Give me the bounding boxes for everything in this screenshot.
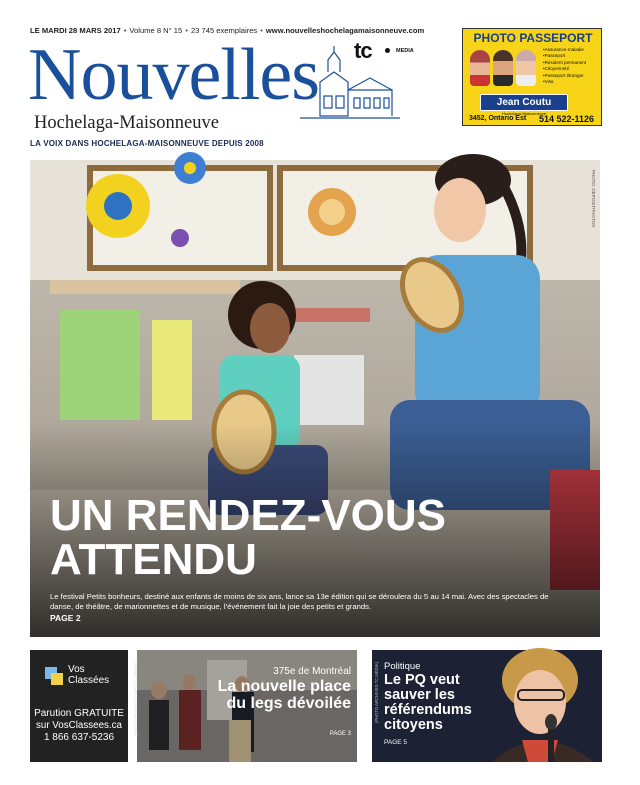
list-item: • Visa xyxy=(543,79,601,85)
list-item: • Citoyenneté xyxy=(543,66,601,72)
list-item: • Assurance-maladie xyxy=(543,47,601,53)
montreal-photo-credit: (PHOTO ARNAUD STOPA / TC MÉDIA) xyxy=(133,662,138,737)
hero-headline xyxy=(50,491,590,584)
list-item: • Passeport étranger xyxy=(543,73,601,79)
ad-phone: 514 522-1126 xyxy=(539,114,595,124)
photo-passport-ad[interactable] xyxy=(462,28,602,126)
cover-story[interactable] xyxy=(30,160,600,637)
publisher-logo-dot xyxy=(385,48,390,53)
classifieds-logo-icon xyxy=(44,666,64,686)
hero-headline-line1: UN RENDEZ-VOUS xyxy=(50,491,447,540)
ad-service-list xyxy=(543,47,601,85)
classifieds-line2: sur VosClassees.ca xyxy=(35,720,123,731)
church-illustration-icon xyxy=(300,46,400,120)
ad-portraits xyxy=(468,46,540,92)
jean-coutu-logo: Jean Coutu xyxy=(480,94,568,111)
pq-kicker: Politique xyxy=(384,661,421,672)
portrait-woman xyxy=(470,50,490,86)
classifieds-line1: Parution GRATUITE xyxy=(34,708,124,719)
issue-info-line: LE MARDI 28 MARS 2017 • Volume 8 N° 15 • 23 745 exemplaires • www.nouvelleshochelagamaisonneuve.com xyxy=(30,26,425,35)
issue-volume: Volume 8 N° 15 xyxy=(129,26,183,35)
ad-address: 3452, Ontario Est xyxy=(469,115,527,122)
website-link[interactable]: www.nouvelleshochelagamaisonneuve.com xyxy=(265,26,425,35)
ad-branch: Hochelaga-Maisonneuve xyxy=(501,111,547,116)
hero-page-ref[interactable]: PAGE 2 xyxy=(50,613,81,623)
hero-photo-credit: PHOTO: DEPOSITPHOTOS xyxy=(591,170,596,228)
story-teaser-montreal[interactable] xyxy=(133,650,357,762)
issue-circulation: 23 745 exemplaires xyxy=(190,26,258,35)
ad-title: PHOTO PASSEPORT xyxy=(473,31,593,45)
hero-summary: Le festival Petits bonheurs, destiné aux enfants de moins de six ans, lance sa 13e édition qui se déroulera du 5 au 14 mai. Avec des spectacles de danse, de théâtre, de marionnettes et de musique, l'événement fait la joie des petits et grands. xyxy=(50,592,549,611)
publisher-media-label: MEDIA xyxy=(396,48,414,54)
classifieds-ad[interactable] xyxy=(30,650,128,762)
publisher-logo: tc xyxy=(354,38,372,63)
newspaper-subtitle: Hochelaga-Maisonneuve xyxy=(34,113,219,133)
tagline: LA VOIX DANS HOCHELAGA-MAISONNEUVE DEPUIS 2008 xyxy=(30,139,264,148)
classifieds-brand: Vos Classées xyxy=(68,664,110,686)
montreal-page-ref[interactable]: PAGE 3 xyxy=(329,731,351,737)
pq-photo-credit: (PHOTO ARCHIVES TC MÉDIA) xyxy=(374,662,379,724)
masthead xyxy=(28,34,448,138)
portrait-man-2 xyxy=(516,50,536,86)
story-teaser-pq[interactable] xyxy=(372,650,602,762)
issue-date: LE MARDI 28 MARS 2017 xyxy=(30,26,121,35)
list-item: • Passeport xyxy=(543,53,601,59)
newspaper-title: Nouvelles xyxy=(28,34,320,116)
classifieds-phone: 1 866 637-5236 xyxy=(43,732,115,743)
montreal-kicker: 375e de Montréal xyxy=(273,666,351,677)
pq-page-ref[interactable]: PAGE 5 xyxy=(384,739,408,746)
pq-headline: Le PQ veut sauver les référendums citoyens xyxy=(384,672,472,733)
hero-headline-line2: ATTENDU xyxy=(50,535,257,584)
portrait-man xyxy=(493,50,513,86)
list-item: • Résident permanent xyxy=(543,60,601,66)
montreal-headline: La nouvelle place du legs dévoilée xyxy=(217,678,351,712)
